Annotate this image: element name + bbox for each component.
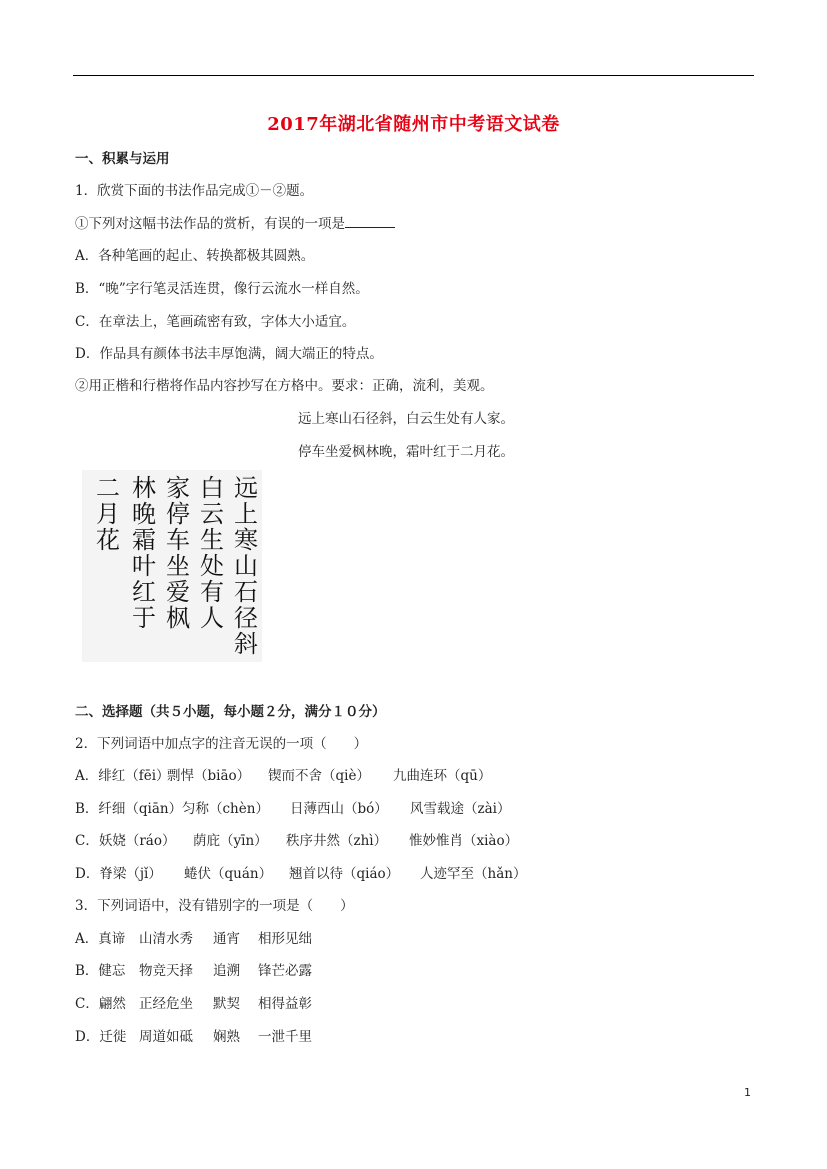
calligraphy-char: 有 — [200, 578, 224, 606]
document-title: 2017年湖北省随州市中考语文试卷 — [267, 114, 560, 135]
q2-option-a-item-2: 剽悍（biāo） — [167, 768, 251, 784]
q3-option-c-item-1: C．翩然 — [75, 996, 126, 1012]
q2-option-b-item-2: 匀称（chèn） — [182, 801, 269, 817]
q2-option-c-item-1: C．妖娆（ráo） — [75, 833, 176, 849]
calligraphy-char: 远 — [234, 474, 258, 502]
q1-option-b: B．“晚”字行笔灵活连贯，像行云流水一样自然。 — [75, 281, 369, 297]
calligraphy-char: 径 — [234, 604, 258, 632]
calligraphy-artwork — [82, 470, 262, 662]
calligraphy-char: 生 — [200, 526, 224, 554]
q3-option-d-item-1: D．迁徙 — [75, 1029, 127, 1045]
q3-option-d — [75, 1028, 312, 1046]
q3-option-b-item-3: 追溯 — [213, 963, 240, 979]
q3-option-c-item-4: 相得益彰 — [258, 996, 312, 1012]
calligraphy-char: 上 — [234, 500, 258, 528]
q2-option-c-item-4: 惟妙惟肖（xiào） — [409, 833, 519, 849]
q3-option-b — [75, 962, 312, 980]
calligraphy-char: 家 — [166, 474, 190, 502]
q3-option-b-item-1: B．健忘 — [75, 963, 126, 979]
q2-option-b-item-4: 风雪载途（zài） — [410, 801, 511, 817]
calligraphy-char: 白 — [200, 474, 224, 502]
q2-option-d-item-2: 蜷伏（quán） — [184, 866, 273, 882]
calligraphy-char: 石 — [234, 578, 258, 606]
q3-option-a-item-2: 山清水秀 — [139, 931, 193, 947]
q2-option-d — [75, 865, 526, 883]
question-1-part-1 — [75, 215, 395, 233]
question-3: 3．下列词语中，没有错别字的一项是（ ） — [75, 898, 354, 914]
q1-option-c: C．在章法上，笔画疏密有致，字体大小适宜。 — [75, 314, 356, 330]
question-1-part-1-text: ①下列对这幅书法作品的赏析，有误的一项是 — [75, 216, 345, 232]
calligraphy-char: 人 — [200, 604, 224, 632]
q2-option-b — [75, 800, 510, 818]
q3-option-d-item-3: 娴熟 — [213, 1029, 240, 1045]
calligraphy-char: 二 — [96, 474, 120, 502]
section-1-heading: 一、积累与运用 — [75, 151, 170, 167]
q3-option-b-item-4: 锋芒必露 — [258, 963, 312, 979]
page-number: 1 — [744, 1086, 751, 1099]
calligraphy-char: 花 — [96, 526, 120, 554]
q2-option-d-item-3: 翘首以待（qiáo） — [289, 866, 400, 882]
question-2: 2．下列词语中加点字的注音无误的一项（ ） — [75, 736, 368, 752]
q2-option-c-item-3: 秩序井然（zhì） — [286, 833, 388, 849]
question-1-part-2: ②用正楷和行楷将作品内容抄写在方格中。要求：正确，流利，美观。 — [75, 378, 494, 394]
q2-option-c — [75, 832, 518, 850]
question-1: 1．欣赏下面的书法作品完成①－②题。 — [75, 183, 314, 199]
calligraphy-char: 爱 — [166, 578, 190, 606]
calligraphy-char: 寒 — [234, 526, 258, 554]
q1-option-a: A．各种笔画的起止、转换都极其圆熟。 — [75, 248, 315, 264]
calligraphy-char: 于 — [132, 604, 156, 632]
q2-option-a — [75, 767, 491, 785]
q2-option-a-item-3: 锲而不舍（qiè） — [268, 768, 370, 784]
answer-blank — [345, 215, 395, 228]
q2-option-c-item-2: 荫庇（yīn） — [193, 833, 268, 849]
q3-option-a-item-1: A．真谛 — [75, 931, 126, 947]
q2-option-a-item-1: A．绯红（fēi） — [75, 768, 170, 784]
calligraphy-char: 枫 — [166, 604, 190, 632]
section-2-heading: 二、选择题（共５小题，每小题２分，满分１０分） — [75, 704, 386, 720]
q3-option-a-item-4: 相形见绌 — [258, 931, 312, 947]
calligraphy-char: 处 — [200, 552, 224, 580]
calligraphy-char: 叶 — [132, 552, 156, 580]
q3-option-c-item-3: 默契 — [213, 996, 240, 1012]
q3-option-c-item-2: 正经危坐 — [139, 996, 193, 1012]
calligraphy-char: 红 — [132, 578, 156, 606]
calligraphy-char: 林 — [132, 474, 156, 502]
calligraphy-char: 停 — [166, 500, 190, 528]
q3-option-c — [75, 995, 312, 1013]
q3-option-b-item-2: 物竞天择 — [139, 963, 193, 979]
q3-option-d-item-2: 周道如砥 — [139, 1029, 193, 1045]
q2-option-d-item-1: D．脊梁（jǐ） — [75, 866, 162, 882]
header-rule — [73, 75, 754, 76]
calligraphy-char: 月 — [96, 500, 120, 528]
calligraphy-char: 斜 — [234, 630, 258, 658]
calligraphy-char: 山 — [234, 552, 258, 580]
q1-option-d: D．作品具有颜体书法丰厚饱满，阔大端正的特点。 — [75, 346, 383, 362]
q2-option-b-item-3: 日薄西山（bó） — [290, 801, 388, 817]
q3-option-a-item-3: 通宵 — [213, 931, 240, 947]
calligraphy-char: 云 — [200, 500, 224, 528]
q2-option-b-item-1: B．纤细（qiān） — [75, 801, 183, 817]
calligraphy-char: 霜 — [132, 526, 156, 554]
q3-option-d-item-4: 一泄千里 — [258, 1029, 312, 1045]
q2-option-d-item-4: 人迹罕至（hǎn） — [420, 866, 527, 882]
poem-line-1: 远上寒山石径斜，白云生处有人家。 — [298, 411, 514, 427]
calligraphy-char: 坐 — [166, 552, 190, 580]
q3-option-a — [75, 930, 312, 948]
calligraphy-char: 晚 — [132, 500, 156, 528]
q2-option-a-item-4: 九曲连环（qū） — [393, 768, 492, 784]
calligraphy-char: 车 — [166, 526, 190, 554]
calligraphy-image — [82, 470, 262, 662]
poem-line-2: 停车坐爱枫林晚，霜叶红于二月花。 — [298, 444, 514, 460]
